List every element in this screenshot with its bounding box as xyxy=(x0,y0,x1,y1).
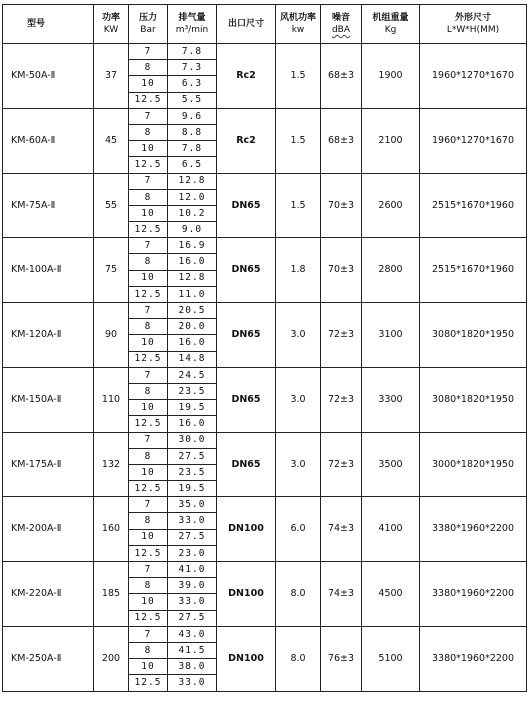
displacement-cell: 12.8 xyxy=(168,173,217,189)
power-cell: 110 xyxy=(94,367,129,432)
displacement-cell: 30.0 xyxy=(168,432,217,448)
outlet-cell: Rc2 xyxy=(217,44,276,109)
displacement-cell: 19.5 xyxy=(168,400,217,416)
pressure-cell: 8 xyxy=(129,319,168,335)
power-cell: 132 xyxy=(94,432,129,497)
pressure-cell: 8 xyxy=(129,254,168,270)
pressure-cell: 8 xyxy=(129,60,168,76)
weight-cell: 2800 xyxy=(362,238,420,303)
weight-cell: 3100 xyxy=(362,303,420,368)
displacement-cell: 11.0 xyxy=(168,286,217,302)
pressure-cell: 12.5 xyxy=(129,416,168,432)
pressure-cell: 7 xyxy=(129,173,168,189)
displacement-cell: 41.5 xyxy=(168,642,217,658)
weight-cell: 2600 xyxy=(362,173,420,238)
pressure-cell: 7 xyxy=(129,108,168,124)
displacement-cell: 6.5 xyxy=(168,157,217,173)
table-row xyxy=(3,562,527,578)
model-cell: KM-250A-Ⅱ xyxy=(3,626,94,691)
displacement-cell: 12.8 xyxy=(168,270,217,286)
dimensions-cell: 3380*1960*2200 xyxy=(420,497,527,562)
fan-power-cell: 3.0 xyxy=(276,303,321,368)
pressure-cell: 10 xyxy=(129,270,168,286)
pressure-cell: 12.5 xyxy=(129,481,168,497)
pressure-cell: 8 xyxy=(129,642,168,658)
displacement-cell: 38.0 xyxy=(168,659,217,675)
displacement-cell: 10.2 xyxy=(168,205,217,221)
dimensions-cell: 3000*1820*1950 xyxy=(420,432,527,497)
pressure-cell: 7 xyxy=(129,626,168,642)
displacement-cell: 16.0 xyxy=(168,416,217,432)
outlet-cell: DN65 xyxy=(217,367,276,432)
fan-power-cell: 8.0 xyxy=(276,626,321,691)
pressure-cell: 12.5 xyxy=(129,157,168,173)
pressure-cell: 10 xyxy=(129,205,168,221)
model-cell: KM-150A-Ⅱ xyxy=(3,367,94,432)
outlet-cell: DN65 xyxy=(217,432,276,497)
pressure-cell: 8 xyxy=(129,448,168,464)
pressure-cell: 8 xyxy=(129,189,168,205)
header-noise: 噪音 dBA xyxy=(321,5,362,44)
displacement-cell: 20.5 xyxy=(168,303,217,319)
pressure-cell: 10 xyxy=(129,76,168,92)
noise-cell: 70±3 xyxy=(321,173,362,238)
noise-cell: 72±3 xyxy=(321,367,362,432)
fan-power-cell: 3.0 xyxy=(276,367,321,432)
displacement-cell: 7.8 xyxy=(168,44,217,60)
table-row xyxy=(3,303,527,319)
outlet-cell: DN65 xyxy=(217,303,276,368)
power-cell: 37 xyxy=(94,44,129,109)
displacement-cell: 6.3 xyxy=(168,76,217,92)
displacement-cell: 20.0 xyxy=(168,319,217,335)
displacement-cell: 16.0 xyxy=(168,335,217,351)
table-row xyxy=(3,108,527,124)
pressure-cell: 7 xyxy=(129,44,168,60)
displacement-cell: 27.5 xyxy=(168,529,217,545)
model-cell: KM-220A-Ⅱ xyxy=(3,562,94,627)
model-cell: KM-75A-Ⅱ xyxy=(3,173,94,238)
pressure-cell: 8 xyxy=(129,578,168,594)
fan-power-cell: 3.0 xyxy=(276,432,321,497)
table-row xyxy=(3,44,527,60)
displacement-cell: 9.0 xyxy=(168,222,217,238)
pressure-cell: 8 xyxy=(129,513,168,529)
fan-power-cell: 1.5 xyxy=(276,173,321,238)
displacement-cell: 16.0 xyxy=(168,254,217,270)
displacement-cell: 19.5 xyxy=(168,481,217,497)
header-fan-power: 风机功率 kw xyxy=(276,5,321,44)
table-body xyxy=(3,44,527,692)
fan-power-cell: 6.0 xyxy=(276,497,321,562)
pressure-cell: 10 xyxy=(129,335,168,351)
displacement-cell: 41.0 xyxy=(168,562,217,578)
table-row xyxy=(3,497,527,513)
pressure-cell: 10 xyxy=(129,659,168,675)
noise-cell: 68±3 xyxy=(321,108,362,173)
displacement-cell: 27.5 xyxy=(168,610,217,626)
pressure-cell: 8 xyxy=(129,124,168,140)
header-row xyxy=(3,5,527,44)
dimensions-cell: 2515*1670*1960 xyxy=(420,238,527,303)
spec-table xyxy=(2,4,527,692)
weight-cell: 2100 xyxy=(362,108,420,173)
pressure-cell: 12.5 xyxy=(129,675,168,691)
displacement-cell: 35.0 xyxy=(168,497,217,513)
fan-power-cell: 8.0 xyxy=(276,562,321,627)
displacement-cell: 8.8 xyxy=(168,124,217,140)
outlet-cell: DN100 xyxy=(217,626,276,691)
power-cell: 45 xyxy=(94,108,129,173)
pressure-cell: 7 xyxy=(129,238,168,254)
pressure-cell: 12.5 xyxy=(129,92,168,108)
power-cell: 90 xyxy=(94,303,129,368)
displacement-cell: 43.0 xyxy=(168,626,217,642)
pressure-cell: 10 xyxy=(129,141,168,157)
model-cell: KM-60A-Ⅱ xyxy=(3,108,94,173)
displacement-cell: 33.0 xyxy=(168,594,217,610)
model-cell: KM-200A-Ⅱ xyxy=(3,497,94,562)
header-displacement: 排气量 m³/min xyxy=(168,5,217,44)
outlet-cell: DN100 xyxy=(217,562,276,627)
table-row xyxy=(3,238,527,254)
header-power: 功率 KW xyxy=(94,5,129,44)
displacement-cell: 23.5 xyxy=(168,464,217,480)
pressure-cell: 10 xyxy=(129,594,168,610)
dimensions-cell: 3380*1960*2200 xyxy=(420,626,527,691)
power-cell: 185 xyxy=(94,562,129,627)
weight-cell: 4100 xyxy=(362,497,420,562)
pressure-cell: 7 xyxy=(129,303,168,319)
noise-cell: 70±3 xyxy=(321,238,362,303)
noise-cell: 72±3 xyxy=(321,303,362,368)
fan-power-cell: 1.5 xyxy=(276,108,321,173)
power-cell: 75 xyxy=(94,238,129,303)
pressure-cell: 7 xyxy=(129,562,168,578)
displacement-cell: 5.5 xyxy=(168,92,217,108)
power-cell: 200 xyxy=(94,626,129,691)
model-cell: KM-175A-Ⅱ xyxy=(3,432,94,497)
pressure-cell: 12.5 xyxy=(129,545,168,561)
header-dimensions: 外形尺寸 L*W*H(MM) xyxy=(420,5,527,44)
displacement-cell: 9.6 xyxy=(168,108,217,124)
displacement-cell: 33.0 xyxy=(168,513,217,529)
pressure-cell: 12.5 xyxy=(129,351,168,367)
outlet-cell: DN65 xyxy=(217,173,276,238)
weight-cell: 5100 xyxy=(362,626,420,691)
weight-cell: 1900 xyxy=(362,44,420,109)
displacement-cell: 7.3 xyxy=(168,60,217,76)
noise-cell: 68±3 xyxy=(321,44,362,109)
displacement-cell: 14.8 xyxy=(168,351,217,367)
pressure-cell: 7 xyxy=(129,367,168,383)
outlet-cell: DN100 xyxy=(217,497,276,562)
outlet-cell: DN65 xyxy=(217,238,276,303)
header-weight: 机组重量 Kg xyxy=(362,5,420,44)
header-outlet: 出口尺寸 xyxy=(217,5,276,44)
pressure-cell: 10 xyxy=(129,529,168,545)
displacement-cell: 12.0 xyxy=(168,189,217,205)
table-row xyxy=(3,626,527,642)
noise-cell: 76±3 xyxy=(321,626,362,691)
pressure-cell: 8 xyxy=(129,383,168,399)
model-cell: KM-100A-Ⅱ xyxy=(3,238,94,303)
outlet-cell: Rc2 xyxy=(217,108,276,173)
displacement-cell: 27.5 xyxy=(168,448,217,464)
pressure-cell: 10 xyxy=(129,464,168,480)
dimensions-cell: 1960*1270*1670 xyxy=(420,44,527,109)
pressure-cell: 12.5 xyxy=(129,222,168,238)
weight-cell: 3300 xyxy=(362,367,420,432)
displacement-cell: 33.0 xyxy=(168,675,217,691)
pressure-cell: 12.5 xyxy=(129,610,168,626)
table-row xyxy=(3,432,527,448)
table-row xyxy=(3,173,527,189)
power-cell: 160 xyxy=(94,497,129,562)
dimensions-cell: 1960*1270*1670 xyxy=(420,108,527,173)
dimensions-cell: 3080*1820*1950 xyxy=(420,367,527,432)
noise-cell: 72±3 xyxy=(321,432,362,497)
table-row xyxy=(3,367,527,383)
header-pressure: 压力 Bar xyxy=(129,5,168,44)
displacement-cell: 16.9 xyxy=(168,238,217,254)
displacement-cell: 23.0 xyxy=(168,545,217,561)
power-cell: 55 xyxy=(94,173,129,238)
dimensions-cell: 3380*1960*2200 xyxy=(420,562,527,627)
fan-power-cell: 1.5 xyxy=(276,44,321,109)
weight-cell: 3500 xyxy=(362,432,420,497)
fan-power-cell: 1.8 xyxy=(276,238,321,303)
pressure-cell: 12.5 xyxy=(129,286,168,302)
displacement-cell: 23.5 xyxy=(168,383,217,399)
displacement-cell: 39.0 xyxy=(168,578,217,594)
noise-cell: 74±3 xyxy=(321,497,362,562)
dimensions-cell: 2515*1670*1960 xyxy=(420,173,527,238)
displacement-cell: 24.5 xyxy=(168,367,217,383)
pressure-cell: 7 xyxy=(129,497,168,513)
pressure-cell: 7 xyxy=(129,432,168,448)
displacement-cell: 7.8 xyxy=(168,141,217,157)
pressure-cell: 10 xyxy=(129,400,168,416)
dimensions-cell: 3080*1820*1950 xyxy=(420,303,527,368)
model-cell: KM-120A-Ⅱ xyxy=(3,303,94,368)
noise-cell: 74±3 xyxy=(321,562,362,627)
weight-cell: 4500 xyxy=(362,562,420,627)
model-cell: KM-50A-Ⅱ xyxy=(3,44,94,109)
header-model: 型号 xyxy=(3,5,94,44)
